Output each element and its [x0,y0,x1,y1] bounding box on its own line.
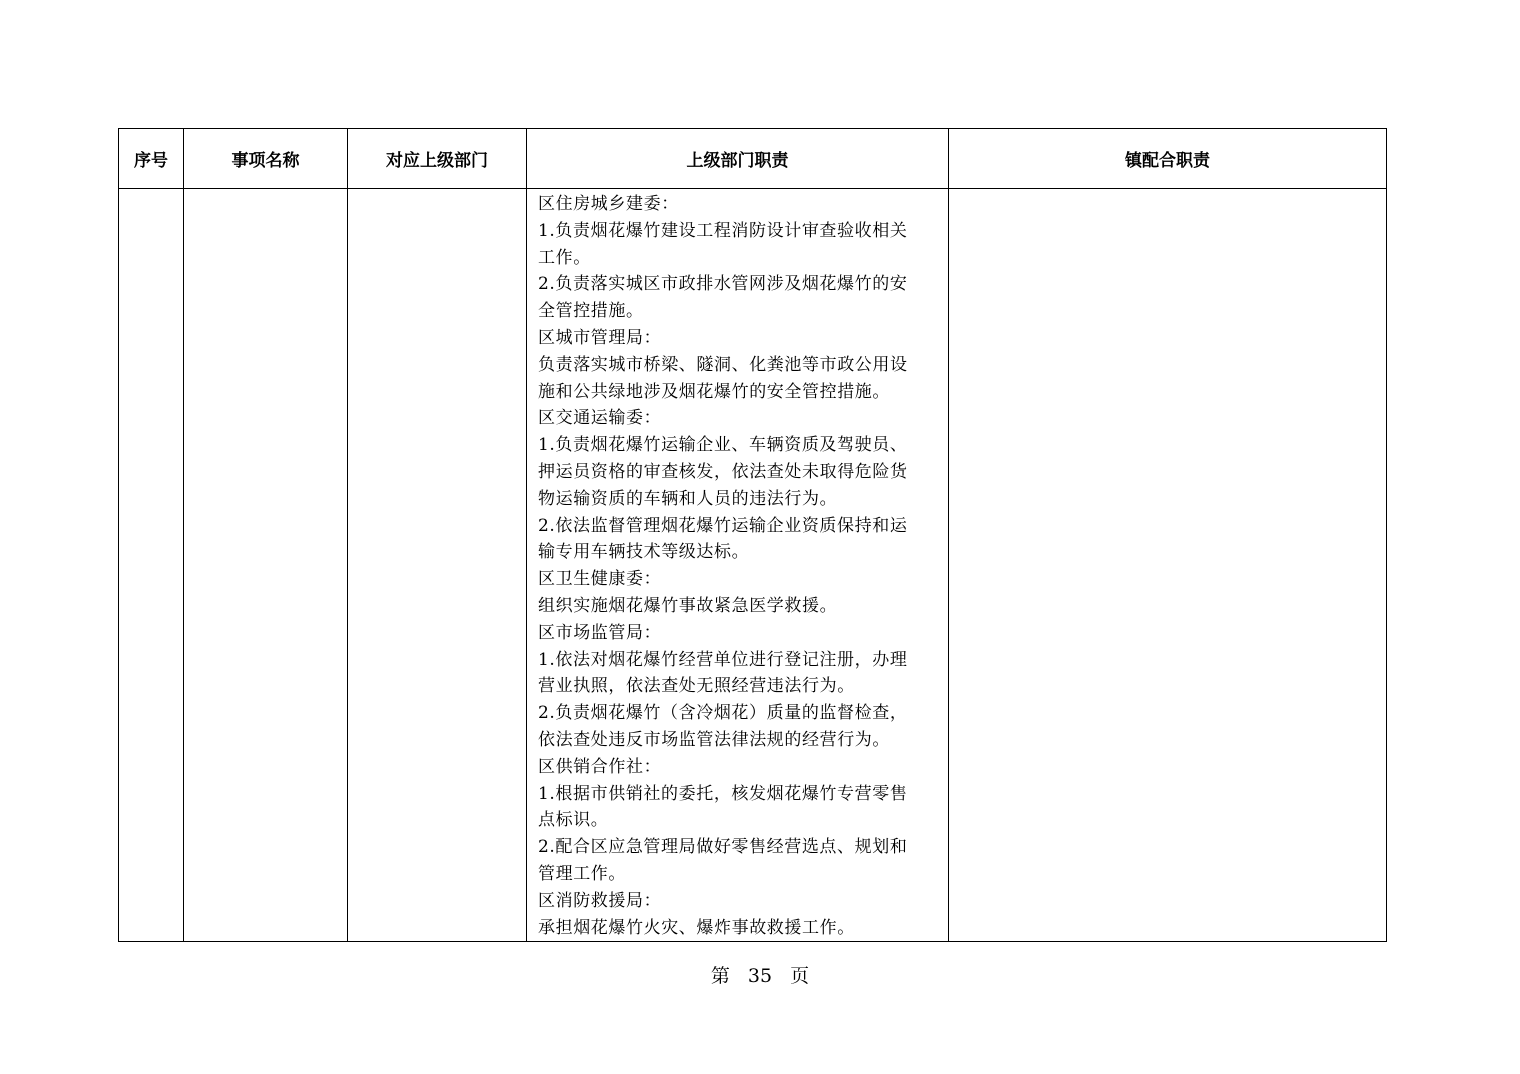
duty-line: 区交通运输委： [538,408,662,429]
duty-line: 点标识。 [538,810,609,831]
duty-line: 工作。 [538,247,591,268]
duty-line: 2.负责烟花爆竹（含冷烟花）质量的监督检查， [538,703,908,724]
duty-line: 区市场监管局： [538,622,662,643]
duty-line: 营业执照，依法查处无照经营违法行为。 [538,676,855,697]
table-header-row [119,129,1387,189]
page-number: 35 [747,965,773,987]
duty-line: 2.配合区应急管理局做好零售经营选点、规划和 [538,837,908,858]
responsibility-table [118,128,1387,942]
header-department: 对应上级部门 [348,129,527,189]
duty-line: 区消防救援局： [538,890,662,911]
duty-line: 1.负责烟花爆竹建设工程消防设计审查验收相关 [538,220,908,241]
page-footer [0,962,1520,990]
duty-line: 区城市管理局： [538,327,662,348]
header-department-duties: 上级部门职责 [527,129,949,189]
duty-line: 全管控措施。 [538,301,644,322]
cell-town-duties [949,189,1387,942]
duty-line: 依法查处违反市场监管法律法规的经营行为。 [538,729,890,750]
cell-department [348,189,527,942]
cell-item-name [184,189,348,942]
duty-line: 1.负责烟花爆竹运输企业、车辆资质及驾驶员、 [538,435,908,456]
header-item-name: 事项名称 [184,129,348,189]
table-row [119,189,1387,942]
duty-line: 2.负责落实城区市政排水管网涉及烟花爆竹的安 [538,274,908,295]
page-suffix: 页 [790,965,810,987]
duty-line: 1.根据市供销社的委托，核发烟花爆竹专营零售 [538,783,908,804]
duty-line: 物运输资质的车辆和人员的违法行为。 [538,488,838,509]
page-prefix: 第 [710,965,730,987]
duty-line: 区供销合作社： [538,756,662,777]
cell-department-duties [527,189,949,942]
duty-line: 押运员资格的审查核发，依法查处未取得危险货 [538,461,908,482]
duty-line: 区卫生健康委： [538,569,662,590]
duty-line: 承担烟花爆竹火灾、爆炸事故救援工作。 [538,917,855,938]
cell-index [119,189,184,942]
duty-line: 组织实施烟花爆竹事故紧急医学救援。 [538,595,838,616]
header-town-duties: 镇配合职责 [949,129,1387,189]
duty-line: 负责落实城市桥梁、隧洞、化粪池等市政公用设 [538,354,908,375]
header-index: 序号 [119,129,184,189]
duty-line: 2.依法监督管理烟花爆竹运输企业资质保持和运 [538,515,908,536]
duty-line: 施和公共绿地涉及烟花爆竹的安全管控措施。 [538,381,890,402]
duty-line: 管理工作。 [538,863,626,884]
duty-line: 1.依法对烟花爆竹经营单位进行登记注册，办理 [538,649,908,670]
duty-line: 区住房城乡建委： [538,194,679,214]
duty-line: 输专用车辆技术等级达标。 [538,542,750,563]
